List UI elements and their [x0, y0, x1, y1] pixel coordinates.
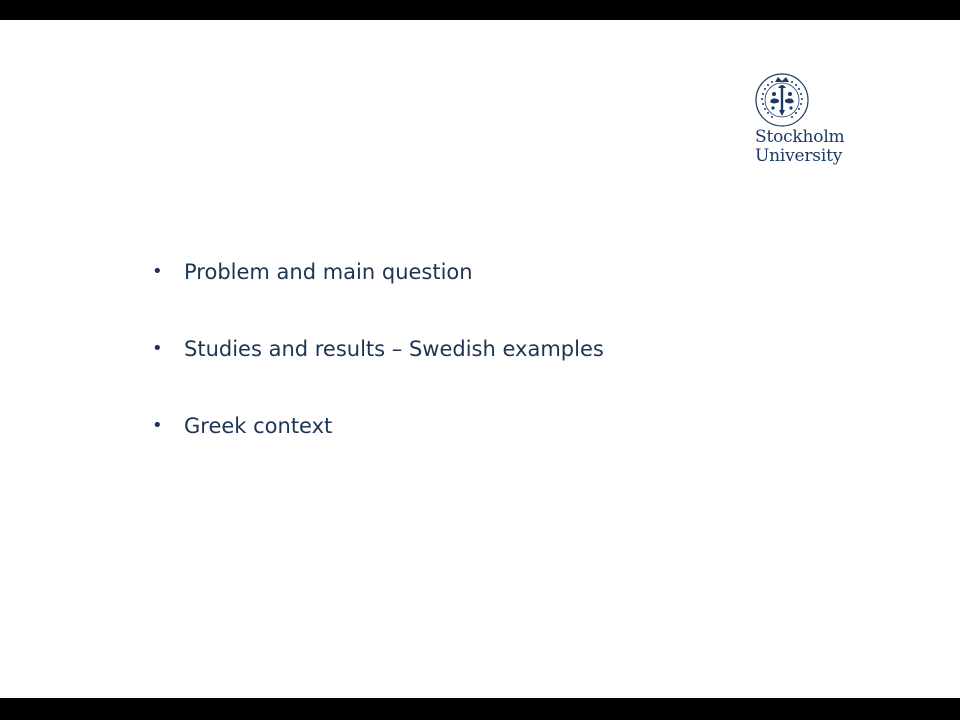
letterbox-bottom: [0, 698, 960, 720]
slide: [0, 20, 960, 698]
bullet-dot-icon: •: [152, 338, 163, 359]
bullet-dot-icon: •: [152, 261, 163, 282]
university-seal-icon: [754, 72, 810, 128]
bullet-dot-icon: •: [152, 415, 163, 436]
university-name: [755, 128, 844, 166]
bullet-text: Problem and main question: [184, 260, 473, 284]
letterbox-top: [0, 0, 960, 20]
university-name-line1: Stockholm: [755, 127, 845, 147]
bullet-text: Greek context: [184, 414, 333, 438]
stockholm-university-logo: [748, 72, 858, 172]
bullet-text: Studies and results – Swedish examples: [184, 337, 604, 361]
university-name-line2: University: [755, 146, 843, 166]
